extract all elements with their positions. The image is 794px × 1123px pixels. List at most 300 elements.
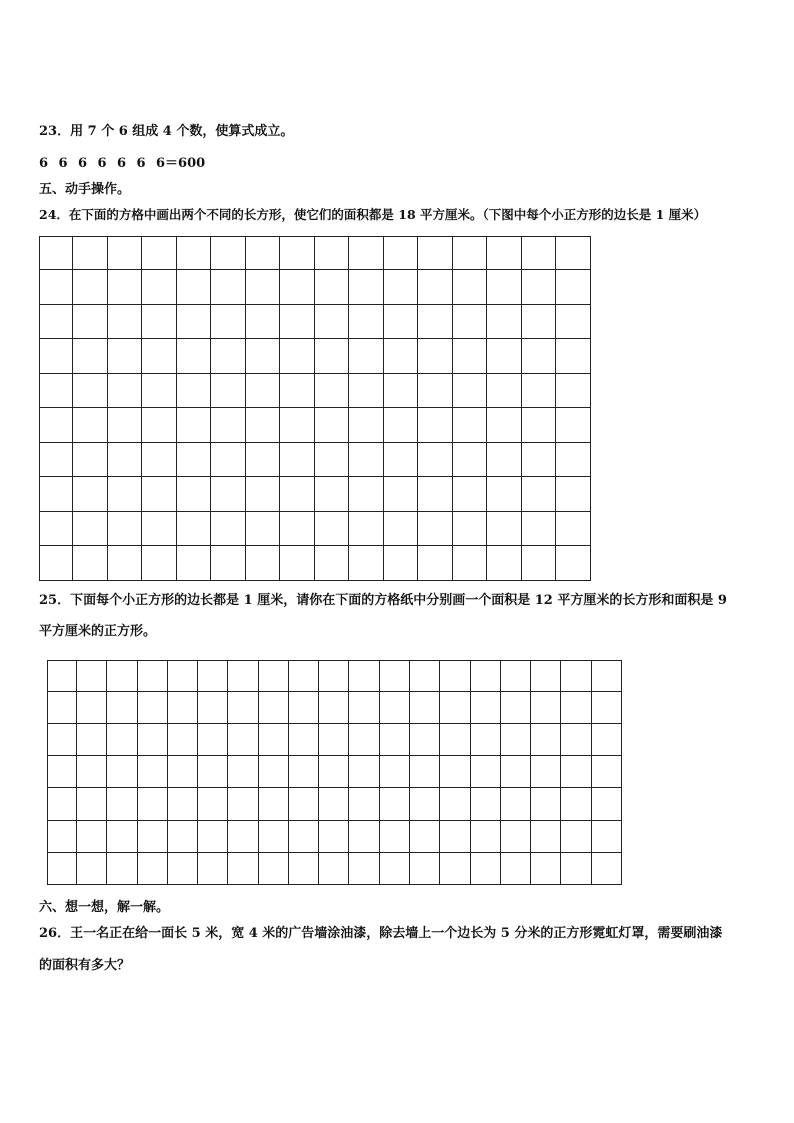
grid-cell[interactable] (211, 270, 246, 305)
grid-cell[interactable] (592, 853, 622, 885)
grid-cell[interactable] (315, 546, 350, 581)
grid-cell[interactable] (453, 236, 488, 271)
grid-cell[interactable] (73, 512, 108, 547)
grid-cell[interactable] (198, 660, 228, 692)
grid-cell[interactable] (440, 853, 470, 885)
grid-cell[interactable] (77, 660, 107, 692)
section-5-heading: 五、动手操作。 (39, 182, 131, 197)
grid-cell[interactable] (487, 546, 522, 581)
grid-cell[interactable] (198, 724, 228, 756)
grid-cell[interactable] (39, 546, 74, 581)
grid-cell[interactable] (228, 821, 258, 853)
grid-cell[interactable] (39, 305, 74, 340)
grid-cell[interactable] (177, 305, 212, 340)
grid-cell[interactable] (453, 512, 488, 547)
grid-cell[interactable] (487, 477, 522, 512)
grid-cell[interactable] (315, 270, 350, 305)
grid-cell[interactable] (228, 756, 258, 788)
grid-cell[interactable] (211, 443, 246, 478)
grid-cell[interactable] (471, 756, 501, 788)
grid-cell[interactable] (487, 305, 522, 340)
grid-cell[interactable] (349, 339, 384, 374)
grid-cell[interactable] (501, 692, 531, 724)
grid-cell[interactable] (487, 339, 522, 374)
grid-cell[interactable] (77, 788, 107, 820)
grid-cell[interactable] (531, 724, 561, 756)
grid-cell[interactable] (211, 305, 246, 340)
grid-cell[interactable] (315, 512, 350, 547)
grid-cell[interactable] (280, 546, 315, 581)
grid-cell[interactable] (142, 443, 177, 478)
grid-cell[interactable] (280, 305, 315, 340)
grid-cell[interactable] (142, 270, 177, 305)
grid-cell[interactable] (211, 339, 246, 374)
grid-cell[interactable] (77, 853, 107, 885)
grid-cell[interactable] (168, 756, 198, 788)
grid-cell[interactable] (108, 339, 143, 374)
grid-cell[interactable] (315, 408, 350, 443)
grid-cell[interactable] (561, 692, 591, 724)
grid-cell[interactable] (556, 546, 591, 581)
grid-cell[interactable] (259, 660, 289, 692)
grid-cell[interactable] (39, 236, 74, 271)
grid-cell[interactable] (289, 692, 319, 724)
question-26-text-line1: 26．王一名正在给一面长 5 米，宽 4 米的广告墙涂油漆，除去墙上一个边长为 5 分米的正方形霓虹灯罩，需要刷油漆 (39, 926, 723, 941)
grid-cell[interactable] (531, 660, 561, 692)
grid-cell[interactable] (440, 788, 470, 820)
grid-cell[interactable] (289, 756, 319, 788)
grid-cell[interactable] (246, 305, 281, 340)
grid-cell[interactable] (349, 270, 384, 305)
grid-cell[interactable] (561, 853, 591, 885)
grid-cell[interactable] (108, 236, 143, 271)
grid-cell[interactable] (531, 821, 561, 853)
grid-cell[interactable] (246, 270, 281, 305)
grid-cell[interactable] (138, 853, 168, 885)
grid-cell[interactable] (289, 724, 319, 756)
grid-cell[interactable] (380, 724, 410, 756)
grid-cell[interactable] (108, 270, 143, 305)
grid-cell[interactable] (349, 692, 379, 724)
grid-cell[interactable] (384, 512, 419, 547)
grid-cell[interactable] (108, 305, 143, 340)
grid-cell[interactable] (410, 853, 440, 885)
grid-cell[interactable] (280, 270, 315, 305)
grid-cell[interactable] (384, 236, 419, 271)
grid-cell[interactable] (177, 546, 212, 581)
grid-cell[interactable] (47, 692, 77, 724)
grid-cell[interactable] (39, 443, 74, 478)
grid-cell[interactable] (47, 660, 77, 692)
grid-cell[interactable] (168, 724, 198, 756)
grid-cell[interactable] (349, 756, 379, 788)
grid-cell[interactable] (259, 724, 289, 756)
grid-cell[interactable] (471, 692, 501, 724)
grid-cell[interactable] (211, 477, 246, 512)
grid-cell[interactable] (138, 821, 168, 853)
grid-cell[interactable] (418, 374, 453, 409)
grid-cell[interactable] (522, 443, 557, 478)
grid-cell[interactable] (228, 853, 258, 885)
grid-cell[interactable] (592, 788, 622, 820)
grid-cell[interactable] (349, 512, 384, 547)
grid-cell[interactable] (440, 724, 470, 756)
grid-cell[interactable] (418, 270, 453, 305)
grid-cell[interactable] (384, 374, 419, 409)
grid-cell[interactable] (168, 853, 198, 885)
grid-cell[interactable] (319, 756, 349, 788)
grid-cell[interactable] (108, 408, 143, 443)
grid-cell[interactable] (349, 724, 379, 756)
grid-cell[interactable] (453, 443, 488, 478)
grid-cell[interactable] (259, 821, 289, 853)
grid-cell[interactable] (315, 477, 350, 512)
grid-cell[interactable] (349, 236, 384, 271)
grid-cell[interactable] (211, 408, 246, 443)
grid-cell[interactable] (198, 692, 228, 724)
grid-cell[interactable] (453, 546, 488, 581)
grid-cell[interactable] (73, 546, 108, 581)
grid-cell[interactable] (315, 443, 350, 478)
grid-cell[interactable] (47, 821, 77, 853)
grid-cell[interactable] (198, 821, 228, 853)
grid-cell[interactable] (73, 236, 108, 271)
grid-cell[interactable] (107, 853, 137, 885)
grid-cell[interactable] (522, 236, 557, 271)
grid-cell[interactable] (471, 660, 501, 692)
grid-cell[interactable] (319, 724, 349, 756)
question-23-text: 23．用 7 个 6 组成 4 个数，使算式成立。 (39, 124, 294, 139)
grid-cell[interactable] (177, 512, 212, 547)
grid-cell[interactable] (39, 477, 74, 512)
grid-cell[interactable] (107, 756, 137, 788)
grid-cell[interactable] (561, 660, 591, 692)
grid-cell[interactable] (384, 443, 419, 478)
grid-cell[interactable] (453, 270, 488, 305)
grid-cell[interactable] (349, 477, 384, 512)
grid-cell[interactable] (315, 236, 350, 271)
grid-cell[interactable] (177, 236, 212, 271)
grid-cell[interactable] (142, 305, 177, 340)
grid-cell[interactable] (418, 408, 453, 443)
grid-cell[interactable] (198, 853, 228, 885)
grid-cell[interactable] (246, 477, 281, 512)
grid-cell[interactable] (487, 236, 522, 271)
grid-cell[interactable] (410, 724, 440, 756)
grid-cell[interactable] (47, 756, 77, 788)
grid-cell[interactable] (228, 788, 258, 820)
grid-cell[interactable] (380, 853, 410, 885)
grid-cell[interactable] (349, 546, 384, 581)
grid-cell[interactable] (138, 692, 168, 724)
grid-cell[interactable] (349, 305, 384, 340)
grid-cell[interactable] (349, 853, 379, 885)
grid-cell[interactable] (73, 477, 108, 512)
grid-cell[interactable] (259, 853, 289, 885)
grid-cell[interactable] (138, 788, 168, 820)
grid-paper-q25[interactable] (47, 660, 622, 885)
grid-cell[interactable] (380, 821, 410, 853)
grid-cell[interactable] (39, 374, 74, 409)
grid-cell[interactable] (556, 443, 591, 478)
grid-cell[interactable] (138, 756, 168, 788)
grid-cell[interactable] (108, 546, 143, 581)
grid-cell[interactable] (246, 374, 281, 409)
grid-cell[interactable] (198, 756, 228, 788)
grid-cell[interactable] (77, 724, 107, 756)
grid-cell[interactable] (177, 270, 212, 305)
grid-cell[interactable] (108, 477, 143, 512)
grid-cell[interactable] (280, 339, 315, 374)
grid-cell[interactable] (142, 339, 177, 374)
grid-cell[interactable] (39, 512, 74, 547)
grid-cell[interactable] (246, 339, 281, 374)
question-25-text-line1: 25．下面每个小正方形的边长都是 1 厘米，请你在下面的方格纸中分别画一个面积是 12 平方厘米的长方形和面积是 9 (39, 593, 727, 608)
grid-cell[interactable] (556, 512, 591, 547)
equation-digit: 6 (97, 156, 107, 171)
grid-cell[interactable] (107, 724, 137, 756)
grid-cell[interactable] (453, 477, 488, 512)
grid-cell[interactable] (108, 374, 143, 409)
grid-cell[interactable] (531, 788, 561, 820)
grid-cell[interactable] (531, 692, 561, 724)
grid-cell[interactable] (280, 408, 315, 443)
grid-cell[interactable] (592, 821, 622, 853)
grid-cell[interactable] (592, 692, 622, 724)
grid-cell[interactable] (73, 339, 108, 374)
grid-cell[interactable] (142, 512, 177, 547)
grid-cell[interactable] (142, 408, 177, 443)
grid-cell[interactable] (440, 692, 470, 724)
grid-cell[interactable] (107, 692, 137, 724)
grid-cell[interactable] (487, 512, 522, 547)
grid-cell[interactable] (384, 408, 419, 443)
grid-cell[interactable] (211, 236, 246, 271)
grid-cell[interactable] (501, 756, 531, 788)
grid-cell[interactable] (77, 756, 107, 788)
grid-cell[interactable] (280, 512, 315, 547)
grid-cell[interactable] (410, 756, 440, 788)
grid-cell[interactable] (108, 512, 143, 547)
grid-cell[interactable] (349, 660, 379, 692)
grid-cell[interactable] (561, 788, 591, 820)
grid-cell[interactable] (319, 821, 349, 853)
grid-cell[interactable] (453, 408, 488, 443)
grid-cell[interactable] (384, 339, 419, 374)
grid-cell[interactable] (349, 443, 384, 478)
grid-cell[interactable] (384, 546, 419, 581)
grid-cell[interactable] (349, 788, 379, 820)
grid-cell[interactable] (556, 408, 591, 443)
grid-cell[interactable] (349, 821, 379, 853)
grid-cell[interactable] (531, 756, 561, 788)
grid-cell[interactable] (246, 408, 281, 443)
grid-cell[interactable] (418, 443, 453, 478)
grid-cell[interactable] (246, 546, 281, 581)
grid-cell[interactable] (556, 270, 591, 305)
grid-cell[interactable] (73, 443, 108, 478)
grid-cell[interactable] (168, 821, 198, 853)
grid-cell[interactable] (522, 270, 557, 305)
grid-cell[interactable] (280, 374, 315, 409)
grid-cell[interactable] (177, 339, 212, 374)
grid-cell[interactable] (349, 408, 384, 443)
grid-cell[interactable] (410, 660, 440, 692)
grid-cell[interactable] (142, 546, 177, 581)
grid-cell[interactable] (561, 756, 591, 788)
grid-cell[interactable] (73, 270, 108, 305)
grid-cell[interactable] (319, 788, 349, 820)
grid-cell[interactable] (142, 374, 177, 409)
grid-cell[interactable] (259, 692, 289, 724)
grid-cell[interactable] (319, 692, 349, 724)
grid-cell[interactable] (142, 477, 177, 512)
grid-cell[interactable] (108, 443, 143, 478)
grid-cell[interactable] (39, 339, 74, 374)
grid-cell[interactable] (522, 305, 557, 340)
grid-paper-q24[interactable] (39, 236, 591, 581)
grid-cell[interactable] (440, 660, 470, 692)
grid-cell[interactable] (418, 477, 453, 512)
grid-cell[interactable] (168, 692, 198, 724)
grid-cell[interactable] (280, 443, 315, 478)
grid-cell[interactable] (418, 512, 453, 547)
grid-cell[interactable] (380, 756, 410, 788)
grid-cell[interactable] (522, 477, 557, 512)
grid-cell[interactable] (73, 374, 108, 409)
grid-cell[interactable] (77, 692, 107, 724)
grid-cell[interactable] (246, 443, 281, 478)
grid-cell[interactable] (39, 408, 74, 443)
grid-cell[interactable] (246, 236, 281, 271)
grid-cell[interactable] (501, 788, 531, 820)
grid-cell[interactable] (522, 546, 557, 581)
grid-cell[interactable] (418, 305, 453, 340)
grid-cell[interactable] (410, 821, 440, 853)
grid-cell[interactable] (380, 692, 410, 724)
grid-cell[interactable] (522, 374, 557, 409)
grid-cell[interactable] (315, 339, 350, 374)
grid-cell[interactable] (138, 660, 168, 692)
grid-cell[interactable] (73, 408, 108, 443)
grid-cell[interactable] (418, 339, 453, 374)
grid-cell[interactable] (246, 512, 281, 547)
grid-cell[interactable] (384, 305, 419, 340)
grid-cell[interactable] (228, 692, 258, 724)
grid-cell[interactable] (77, 821, 107, 853)
grid-cell[interactable] (380, 660, 410, 692)
grid-cell[interactable] (168, 788, 198, 820)
grid-cell[interactable] (319, 660, 349, 692)
grid-cell[interactable] (561, 821, 591, 853)
grid-cell[interactable] (522, 512, 557, 547)
grid-cell[interactable] (453, 374, 488, 409)
grid-cell[interactable] (471, 821, 501, 853)
grid-cell[interactable] (487, 408, 522, 443)
grid-cell[interactable] (531, 853, 561, 885)
grid-cell[interactable] (107, 821, 137, 853)
grid-cell[interactable] (39, 270, 74, 305)
grid-cell[interactable] (410, 692, 440, 724)
grid-cell[interactable] (501, 724, 531, 756)
grid-cell[interactable] (471, 724, 501, 756)
grid-cell[interactable] (177, 477, 212, 512)
grid-cell[interactable] (73, 305, 108, 340)
grid-cell[interactable] (592, 660, 622, 692)
grid-cell[interactable] (315, 305, 350, 340)
grid-cell[interactable] (259, 756, 289, 788)
grid-cell[interactable] (501, 821, 531, 853)
grid-cell[interactable] (440, 756, 470, 788)
grid-cell[interactable] (487, 374, 522, 409)
grid-cell[interactable] (556, 305, 591, 340)
grid-cell[interactable] (556, 477, 591, 512)
grid-cell[interactable] (487, 443, 522, 478)
grid-cell[interactable] (453, 305, 488, 340)
grid-cell[interactable] (107, 660, 137, 692)
grid-cell[interactable] (280, 477, 315, 512)
grid-cell[interactable] (522, 408, 557, 443)
grid-cell[interactable] (501, 853, 531, 885)
grid-cell[interactable] (440, 821, 470, 853)
grid-cell[interactable] (289, 821, 319, 853)
grid-cell[interactable] (211, 512, 246, 547)
grid-cell[interactable] (177, 443, 212, 478)
grid-cell[interactable] (168, 660, 198, 692)
grid-cell[interactable] (228, 660, 258, 692)
grid-cell[interactable] (289, 853, 319, 885)
grid-cell[interactable] (592, 756, 622, 788)
grid-cell[interactable] (556, 339, 591, 374)
grid-cell[interactable] (315, 374, 350, 409)
grid-cell[interactable] (522, 339, 557, 374)
grid-cell[interactable] (259, 788, 289, 820)
grid-cell[interactable] (349, 374, 384, 409)
grid-cell[interactable] (384, 477, 419, 512)
grid-cell[interactable] (418, 236, 453, 271)
grid-cell[interactable] (471, 853, 501, 885)
grid-cell[interactable] (47, 853, 77, 885)
grid-cell[interactable] (289, 660, 319, 692)
grid-cell[interactable] (592, 724, 622, 756)
grid-cell[interactable] (198, 788, 228, 820)
grid-cell[interactable] (138, 724, 168, 756)
grid-cell[interactable] (211, 374, 246, 409)
grid-cell[interactable] (228, 724, 258, 756)
grid-cell[interactable] (418, 546, 453, 581)
grid-cell[interactable] (177, 408, 212, 443)
grid-cell[interactable] (177, 374, 212, 409)
grid-cell[interactable] (107, 788, 137, 820)
grid-cell[interactable] (561, 724, 591, 756)
grid-cell[interactable] (487, 270, 522, 305)
grid-cell[interactable] (501, 660, 531, 692)
grid-cell[interactable] (47, 724, 77, 756)
grid-cell[interactable] (319, 853, 349, 885)
grid-cell[interactable] (142, 236, 177, 271)
grid-cell[interactable] (211, 546, 246, 581)
grid-cell[interactable] (280, 236, 315, 271)
grid-cell[interactable] (556, 236, 591, 271)
grid-cell[interactable] (556, 374, 591, 409)
grid-cell[interactable] (453, 339, 488, 374)
grid-cell[interactable] (471, 788, 501, 820)
grid-cell[interactable] (289, 788, 319, 820)
grid-cell[interactable] (410, 788, 440, 820)
grid-cell[interactable] (380, 788, 410, 820)
grid-cell[interactable] (384, 270, 419, 305)
grid-cell[interactable] (47, 788, 77, 820)
